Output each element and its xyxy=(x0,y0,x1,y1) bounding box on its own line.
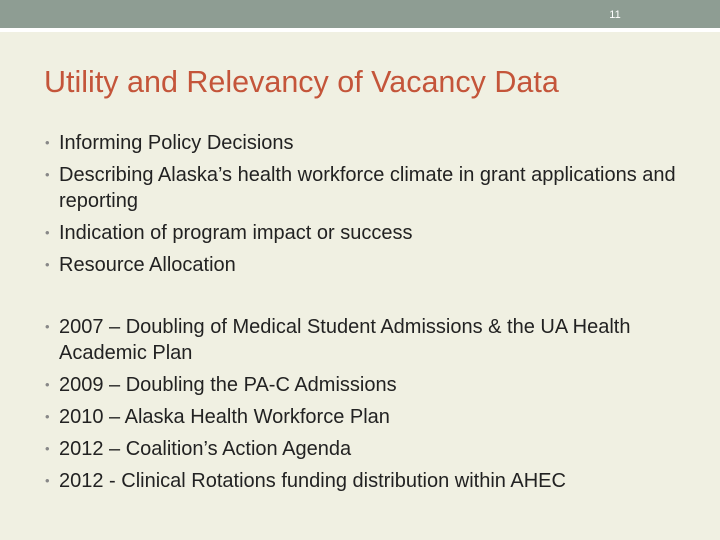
slide-title: Utility and Relevancy of Vacancy Data xyxy=(44,65,559,99)
list-item-text: 2010 – Alaska Health Workforce Plan xyxy=(59,406,390,428)
bullet-icon: • xyxy=(45,167,50,182)
list-item xyxy=(44,220,694,246)
list-item-text: 2007 – Doubling of Medical Student Admissions & the UA Health Academic Plan xyxy=(59,316,631,364)
list-item-text: Indication of program impact or success xyxy=(59,222,413,244)
slide-number: 11 xyxy=(609,9,621,21)
bullet-icon: • xyxy=(45,441,50,456)
list-item xyxy=(44,130,694,156)
list-item-text: 2012 – Coalition’s Action Agenda xyxy=(59,438,352,460)
list-item xyxy=(44,468,694,494)
list-item-text: 2012 - Clinical Rotations funding distribution within AHEC xyxy=(59,470,566,492)
list-item xyxy=(44,252,694,278)
bullet-icon: • xyxy=(45,377,50,392)
list-item-text: Resource Allocation xyxy=(59,254,236,276)
bullet-icon: • xyxy=(45,319,50,334)
list-item-text: Describing Alaska’s health workforce climate in grant applications and reporting xyxy=(59,164,676,212)
bullet-icon: • xyxy=(45,225,50,240)
list-item-text: 2009 – Doubling the PA-C Admissions xyxy=(59,374,397,396)
list-item xyxy=(44,162,694,214)
top-banner xyxy=(0,0,720,28)
bullet-icon: • xyxy=(45,257,50,272)
banner-divider xyxy=(0,28,720,32)
bullet-icon: • xyxy=(45,473,50,488)
bullet-list-milestones xyxy=(44,314,694,500)
list-item-text: Informing Policy Decisions xyxy=(59,132,294,154)
list-item xyxy=(44,436,694,462)
bullet-icon: • xyxy=(45,409,50,424)
bullet-icon: • xyxy=(45,135,50,150)
list-item xyxy=(44,404,694,430)
bullet-list-uses xyxy=(44,130,694,284)
list-item xyxy=(44,372,694,398)
list-item xyxy=(44,314,694,366)
